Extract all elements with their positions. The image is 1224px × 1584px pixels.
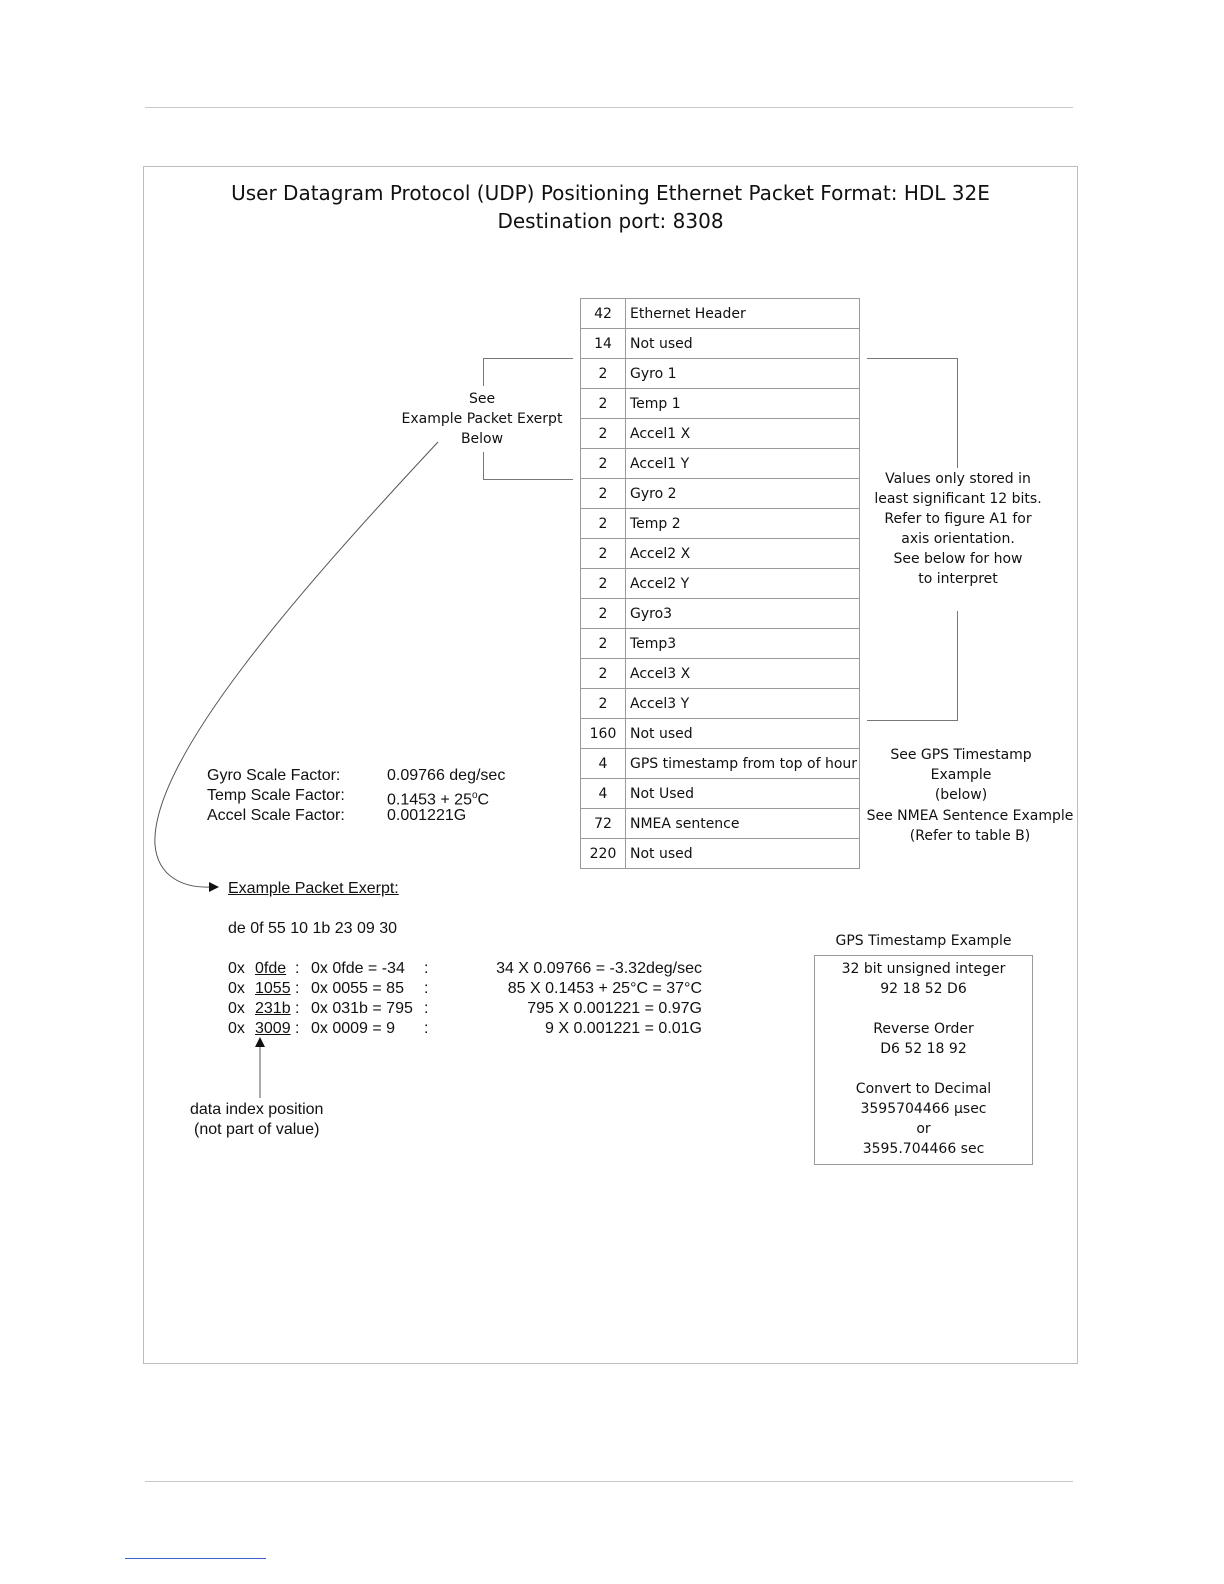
example-heading: Example Packet Exerpt: xyxy=(228,880,399,897)
example-row-sep2: : xyxy=(424,960,429,977)
example-row-raw: 3009 xyxy=(255,1020,291,1037)
packet-row-bytes: 2 xyxy=(581,689,626,719)
packet-row-bytes: 2 xyxy=(581,569,626,599)
temp-scale-value-main: 0.1453 + 25 xyxy=(387,791,472,809)
gps-example-gap1 xyxy=(814,999,1033,1019)
packet-row-bytes: 220 xyxy=(581,839,626,869)
example-row-calc: 795 X 0.001221 = 0.97G xyxy=(527,1000,702,1017)
accel-scale-value: 0.001221G xyxy=(387,807,467,824)
packet-row-bytes: 2 xyxy=(581,389,626,419)
packet-row-bytes: 2 xyxy=(581,359,626,389)
packet-row-bytes: 160 xyxy=(581,719,626,749)
example-row-sep2: : xyxy=(424,1020,429,1037)
nmea-note-line1: See NMEA Sentence Example xyxy=(866,808,1074,824)
values-note-line3: Refer to figure A1 for xyxy=(884,511,1032,527)
packet-row-bytes: 2 xyxy=(581,449,626,479)
index-note-line1: data index position xyxy=(190,1101,324,1118)
packet-row-bytes: 42 xyxy=(581,299,626,329)
example-row-prefix: 0x xyxy=(228,960,245,977)
gps-example-l4: D6 52 18 92 xyxy=(880,1041,967,1057)
see-example-line3: Below xyxy=(460,431,504,447)
values-note-line4: axis orientation. xyxy=(901,531,1015,547)
packet-row-label: Accel2 Y xyxy=(626,569,860,599)
gps-example-l2: 92 18 52 D6 xyxy=(880,981,967,997)
packet-row-bytes: 2 xyxy=(581,629,626,659)
example-row-raw: 0fde xyxy=(255,960,287,977)
packet-row-bytes: 72 xyxy=(581,809,626,839)
packet-row-bytes: 2 xyxy=(581,509,626,539)
packet-row-bytes: 14 xyxy=(581,329,626,359)
gps-example-title: GPS Timestamp Example xyxy=(835,933,1012,949)
packet-row-label: Accel3 Y xyxy=(626,689,860,719)
gps-example-l6: 3595704466 µsec xyxy=(860,1101,987,1117)
gps-example-l7: or xyxy=(916,1121,931,1137)
example-row-sep: : xyxy=(295,1000,300,1017)
packet-row-label: GPS timestamp from top of hour xyxy=(626,749,860,779)
packet-row-label: Temp 1 xyxy=(626,389,860,419)
gps-example-l8: 3595.704466 sec xyxy=(862,1141,985,1157)
packet-row-label: Accel3 X xyxy=(626,659,860,689)
packet-row-label: Gyro 2 xyxy=(626,479,860,509)
example-row-prefix: 0x xyxy=(228,980,245,997)
packet-row-bytes: 2 xyxy=(581,659,626,689)
figure-subtitle: Destination port: 8308 xyxy=(497,209,724,233)
values-note-line5: See below for how xyxy=(893,551,1023,567)
index-note-line2: (not part of value) xyxy=(194,1121,320,1138)
packet-row-label: Not used xyxy=(626,839,860,869)
gyro-scale-label: Gyro Scale Factor: xyxy=(207,767,341,784)
example-row-masked: 0x 0fde = -34 xyxy=(311,960,405,977)
example-row-sep: : xyxy=(295,960,300,977)
example-hex-line: de 0f 55 10 1b 23 09 30 xyxy=(228,920,398,937)
packet-row-label: Ethernet Header xyxy=(626,299,860,329)
values-note-line1: Values only stored in xyxy=(885,471,1031,487)
gps-example-gap2 xyxy=(814,1059,1033,1079)
packet-row-label: Accel1 X xyxy=(626,419,860,449)
example-row-calc: 85 X 0.1453 + 25°C = 37°C xyxy=(507,980,702,997)
gps-example-content xyxy=(814,959,1033,1159)
see-example-line2: Example Packet Exerpt xyxy=(401,411,563,427)
packet-row-bytes: 2 xyxy=(581,539,626,569)
example-row-sep: : xyxy=(295,1020,300,1037)
figure-title: User Datagram Protocol (UDP) Positioning Ethernet Packet Format: HDL 32E xyxy=(231,181,990,205)
packet-row-label: Accel1 Y xyxy=(626,449,860,479)
packet-row-label: Not used xyxy=(626,329,860,359)
example-row-prefix: 0x xyxy=(228,1020,245,1037)
packet-row-bytes: 2 xyxy=(581,599,626,629)
gps-example-l1: 32 bit unsigned integer xyxy=(841,961,1006,977)
gps-example-l3: Reverse Order xyxy=(873,1021,974,1037)
example-row-masked: 0x 0009 = 9 xyxy=(311,1020,396,1037)
example-row-masked: 0x 0055 = 85 xyxy=(311,980,404,997)
example-row-calc: 34 X 0.09766 = -3.32deg/sec xyxy=(496,960,702,977)
packet-row-bytes: 2 xyxy=(581,479,626,509)
packet-row-label: Gyro 1 xyxy=(626,359,860,389)
values-note-line6: to interpret xyxy=(918,571,998,587)
example-row-sep2: : xyxy=(424,1000,429,1017)
temp-scale-degree: o xyxy=(471,790,478,801)
example-row-sep: : xyxy=(295,980,300,997)
values-note-line2: least significant 12 bits. xyxy=(874,491,1042,507)
example-row-raw: 1055 xyxy=(255,980,291,997)
gps-note-line1: See GPS Timestamp Example xyxy=(890,747,1032,783)
example-row-calc: 9 X 0.001221 = 0.01G xyxy=(544,1020,702,1037)
packet-row-label: Temp 2 xyxy=(626,509,860,539)
packet-row-label: Gyro3 xyxy=(626,599,860,629)
gps-note-line2: (below) xyxy=(934,787,988,803)
packet-row-label: Not used xyxy=(626,719,860,749)
nmea-note-line2: (Refer to table B) xyxy=(909,828,1031,844)
temp-scale-unit: C xyxy=(477,791,490,809)
example-row-prefix: 0x xyxy=(228,1000,245,1017)
accel-scale-label: Accel Scale Factor: xyxy=(207,807,345,824)
packet-row-label: Accel2 X xyxy=(626,539,860,569)
example-row-masked: 0x 031b = 795 xyxy=(311,1000,413,1017)
see-example-line1: See xyxy=(468,391,496,407)
packet-row-bytes: 4 xyxy=(581,779,626,809)
packet-row-bytes: 4 xyxy=(581,749,626,779)
connector-arrowhead xyxy=(209,882,219,892)
example-row-sep2: : xyxy=(424,980,429,997)
packet-row-label: NMEA sentence xyxy=(626,809,860,839)
gps-example-l5: Convert to Decimal xyxy=(855,1081,992,1097)
gyro-scale-value: 0.09766 deg/sec xyxy=(387,767,506,784)
packet-row-bytes: 2 xyxy=(581,419,626,449)
temp-scale-label: Temp Scale Factor: xyxy=(207,787,345,804)
packet-row-label: Not Used xyxy=(626,779,860,809)
packet-row-label: Temp3 xyxy=(626,629,860,659)
example-row-raw: 231b xyxy=(255,1000,291,1017)
